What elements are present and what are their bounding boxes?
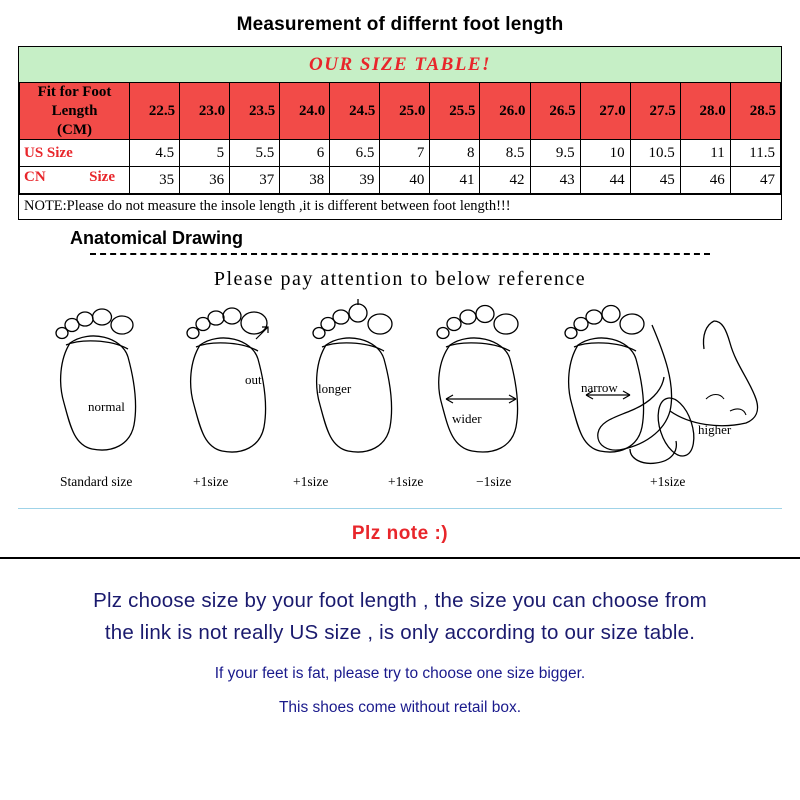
table-cell: 42 [480,167,530,194]
table-cell: 46 [680,167,730,194]
foot-length-line2: Length [51,102,98,119]
table-cell: 22.5 [130,83,180,140]
table-cell: 27.5 [630,83,680,140]
foot-label-out: out [245,372,262,388]
foot-caption-1: +1size [193,474,229,490]
table-row-cn-size [20,167,781,194]
table-header-foot-length [20,83,130,140]
table-cell: 47 [730,167,780,194]
size-table-note: NOTE:Please do not measure the insole length ,it is different between foot length!!! [19,194,781,219]
table-cell: 5 [180,140,230,167]
table-header-cn-size [20,167,130,194]
table-cell: 28.0 [680,83,730,140]
foot-label-longer: longer [318,381,352,397]
foot-label-higher: higher [698,422,732,438]
table-cell: 28.5 [730,83,780,140]
foot-narrow [565,306,644,453]
foot-caption-5: +1size [650,474,686,490]
size-table [19,82,781,194]
size-table-banner: OUR SIZE TABLE! [309,54,491,75]
foot-label-normal: normal [88,399,125,415]
foot-length-line3: (CM) [57,121,92,138]
table-cell: 44 [580,167,630,194]
table-row-us-size [20,140,781,167]
bottom-main-line2: the link is not really US size , is only according to our size table. [104,621,696,645]
table-cell: 39 [330,167,380,194]
table-cell: 24.0 [280,83,330,140]
table-cell: 23.0 [180,83,230,140]
bottom-sub2: This shoes come without retail box. [278,698,522,716]
table-cell: 38 [280,167,330,194]
page-title: Measurement of differnt foot length [236,14,564,35]
bottom-main-line1: Plz choose size by your foot length , the size you can choose from [93,589,707,613]
table-header-us-size: US Size [20,140,130,167]
foot-diagram-svg [30,299,770,474]
table-row-foot-length [20,83,781,140]
table-cell: 7 [380,140,430,167]
table-cell: 25.0 [380,83,430,140]
foot-diagrams [30,299,770,474]
table-cell: 25.5 [430,83,480,140]
foot-caption-3: +1size [388,474,424,490]
table-cell: 37 [230,167,280,194]
table-cell: 40 [380,167,430,194]
foot-wider [437,306,518,453]
foot-longer [313,299,392,452]
foot-caption-4: −1size [476,474,512,490]
table-cell: 26.0 [480,83,530,140]
table-cell: 8 [430,140,480,167]
table-cell: 41 [430,167,480,194]
table-cell: 10 [580,140,630,167]
table-cell: 45 [630,167,680,194]
foot-caption-0: Standard size [60,474,133,490]
table-cell: 11 [680,140,730,167]
bottom-section [0,559,800,717]
table-cell: 23.5 [230,83,280,140]
table-cell: 43 [530,167,580,194]
foot-label-wider: wider [452,411,482,427]
foot-captions [30,474,770,496]
cn-label-word: CN [24,169,46,186]
table-cell: 36 [180,167,230,194]
table-cell: 4.5 [130,140,180,167]
table-cell: 26.5 [530,83,580,140]
bottom-sub1: If your feet is fat, please try to choose one size bigger. [214,664,586,682]
table-cell: 8.5 [480,140,530,167]
table-cell: 11.5 [730,140,780,167]
table-cell: 10.5 [630,140,680,167]
attention-text: Please pay attention to below reference [213,268,587,291]
plz-note-heading: Plz note :) [351,523,449,545]
table-cell: 6.5 [330,140,380,167]
foot-label-narrow: narrow [581,380,618,396]
cn-label-size-word: Size [89,169,115,186]
table-cell: 24.5 [330,83,380,140]
table-cell: 35 [130,167,180,194]
foot-caption-2: +1size [293,474,329,490]
anatomical-heading: Anatomical Drawing [70,228,244,249]
table-cell: 5.5 [230,140,280,167]
table-cell: 27.0 [580,83,630,140]
table-cell: 6 [280,140,330,167]
foot-normal [56,309,136,450]
foot-length-line1: Fit for Foot [37,84,112,100]
table-cell: 9.5 [530,140,580,167]
size-table-block [18,46,782,220]
